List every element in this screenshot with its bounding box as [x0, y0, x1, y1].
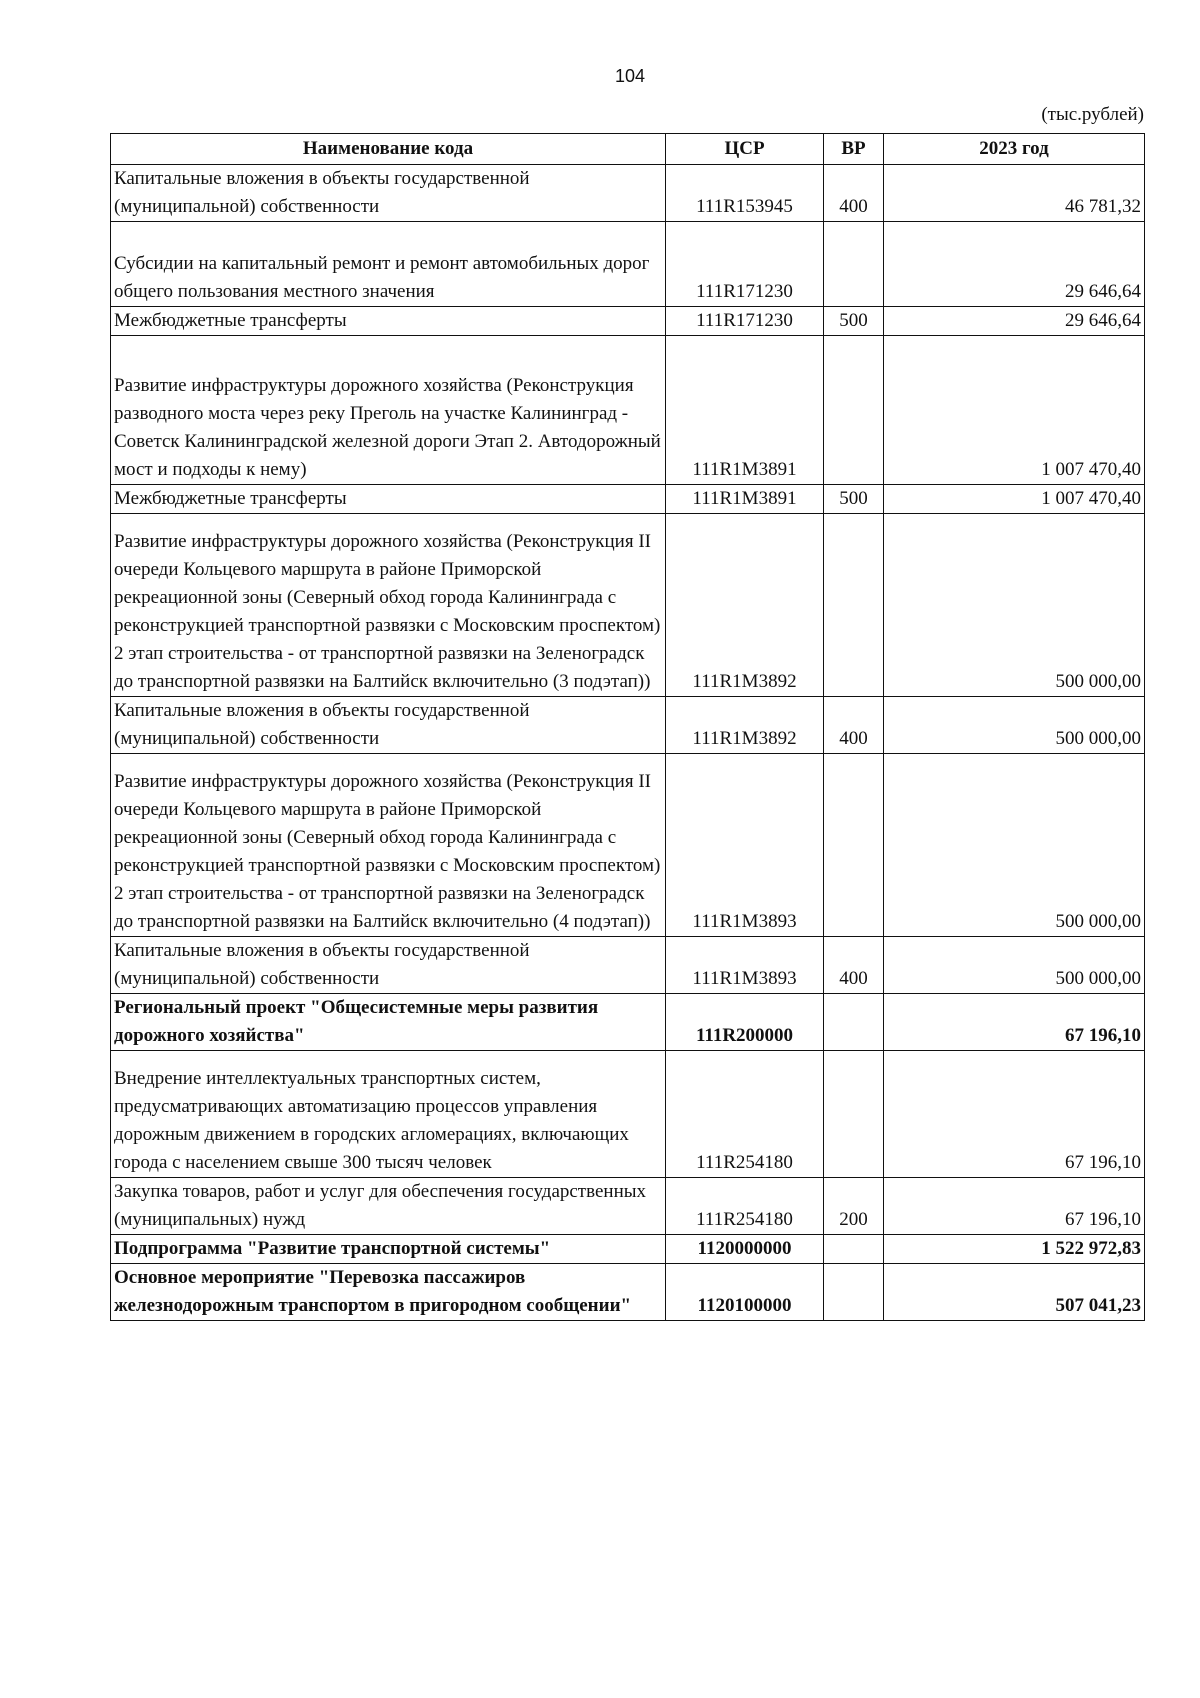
row-csr: 111R1M3893 [666, 754, 824, 937]
row-amount: 67 196,10 [884, 1051, 1145, 1178]
header-year: 2023 год [884, 134, 1145, 165]
row-name: Развитие инфраструктуры дорожного хозяйства (Реконструкция II очереди Кольцевого маршрута в районе Приморской рекреационной зоны (Северный обход города Калининграда с реконструкцией транспортной развязки с Московским проспектом) 2 этап строительства - от транспортной развязки на Зеленоградск до транспортной развязки на Балтийск включительно (3 подэтап)) [111, 514, 666, 697]
row-amount: 500 000,00 [884, 937, 1145, 994]
units-label: (тыс.рублей) [1041, 104, 1144, 125]
row-amount: 67 196,10 [884, 994, 1145, 1051]
row-vr: 400 [824, 937, 884, 994]
row-amount: 1 007 470,40 [884, 336, 1145, 485]
row-name: Межбюджетные трансферты [111, 307, 666, 336]
row-vr: 200 [824, 1178, 884, 1235]
table-row [111, 336, 1145, 485]
table-row [111, 485, 1145, 514]
row-csr: 111R200000 [666, 994, 824, 1051]
row-amount: 29 646,64 [884, 307, 1145, 336]
table-row [111, 937, 1145, 994]
row-csr: 111R171230 [666, 307, 824, 336]
page-number: 104 [614, 66, 646, 86]
row-name: Региональный проект "Общесистемные меры развития дорожного хозяйства" [111, 994, 666, 1051]
row-csr: 111R1M3891 [666, 336, 824, 485]
row-amount: 29 646,64 [884, 222, 1145, 307]
row-name: Капитальные вложения в объекты государственной (муниципальной) собственности [111, 165, 666, 222]
header-name: Наименование кода [111, 134, 666, 165]
row-amount: 507 041,23 [884, 1264, 1145, 1321]
row-amount: 67 196,10 [884, 1178, 1145, 1235]
row-vr [824, 1051, 884, 1178]
row-csr: 111R171230 [666, 222, 824, 307]
row-amount: 500 000,00 [884, 754, 1145, 937]
row-vr [824, 1235, 884, 1264]
row-name: Капитальные вложения в объекты государственной (муниципальной) собственности [111, 697, 666, 754]
header-vr: ВР [824, 134, 884, 165]
table-row [111, 697, 1145, 754]
row-amount: 500 000,00 [884, 514, 1145, 697]
row-name: Межбюджетные трансферты [111, 485, 666, 514]
table-row [111, 1235, 1145, 1264]
row-csr: 111R254180 [666, 1178, 824, 1235]
row-vr: 400 [824, 165, 884, 222]
table-row [111, 754, 1145, 937]
budget-table [110, 133, 1145, 1321]
table-row [111, 514, 1145, 697]
row-csr: 111R1M3893 [666, 937, 824, 994]
table-header-row [111, 134, 1145, 165]
table-row [111, 1051, 1145, 1178]
row-vr: 500 [824, 485, 884, 514]
row-amount: 46 781,32 [884, 165, 1145, 222]
row-name: Капитальные вложения в объекты государственной (муниципальной) собственности [111, 937, 666, 994]
row-name: Подпрограмма "Развитие транспортной системы" [111, 1235, 666, 1264]
row-csr: 111R1M3892 [666, 514, 824, 697]
row-csr: 111R153945 [666, 165, 824, 222]
row-vr: 400 [824, 697, 884, 754]
table-row [111, 307, 1145, 336]
row-vr [824, 336, 884, 485]
row-name: Развитие инфраструктуры дорожного хозяйства (Реконструкция II очереди Кольцевого маршрута в районе Приморской рекреационной зоны (Северный обход города Калининграда с реконструкцией транспортной развязки с Московским проспектом) 2 этап строительства - от транспортной развязки на Зеленоградск до транспортной развязки на Балтийск включительно (4 подэтап)) [111, 754, 666, 937]
row-csr: 111R254180 [666, 1051, 824, 1178]
row-csr: 1120000000 [666, 1235, 824, 1264]
row-amount: 1 007 470,40 [884, 485, 1145, 514]
row-vr [824, 994, 884, 1051]
row-amount: 500 000,00 [884, 697, 1145, 754]
row-csr: 111R1M3891 [666, 485, 824, 514]
row-name: Закупка товаров, работ и услуг для обеспечения государственных (муниципальных) нужд [111, 1178, 666, 1235]
row-csr: 1120100000 [666, 1264, 824, 1321]
row-name: Внедрение интеллектуальных транспортных систем, предусматривающих автоматизацию процессов управления дорожным движением в городских агломерациях, включающих города с населением свыше 300 тысяч человек [111, 1051, 666, 1178]
row-vr [824, 754, 884, 937]
row-vr [824, 514, 884, 697]
row-vr: 500 [824, 307, 884, 336]
row-csr: 111R1M3892 [666, 697, 824, 754]
table-row [111, 165, 1145, 222]
row-name: Субсидии на капитальный ремонт и ремонт автомобильных дорог общего пользования местного значения [111, 222, 666, 307]
row-amount: 1 522 972,83 [884, 1235, 1145, 1264]
header-csr: ЦСР [666, 134, 824, 165]
row-vr [824, 222, 884, 307]
row-name: Основное мероприятие "Перевозка пассажиров железнодорожным транспортом в пригородном сообщении" [111, 1264, 666, 1321]
table-row [111, 1178, 1145, 1235]
table-row [111, 222, 1145, 307]
table-row [111, 1264, 1145, 1321]
row-name: Развитие инфраструктуры дорожного хозяйства (Реконструкция разводного моста через реку Преголь на участке Калининград - Советск Калининградской железной дороги Этап 2. Автодорожный мост и подходы к нему) [111, 336, 666, 485]
table-row [111, 994, 1145, 1051]
row-vr [824, 1264, 884, 1321]
